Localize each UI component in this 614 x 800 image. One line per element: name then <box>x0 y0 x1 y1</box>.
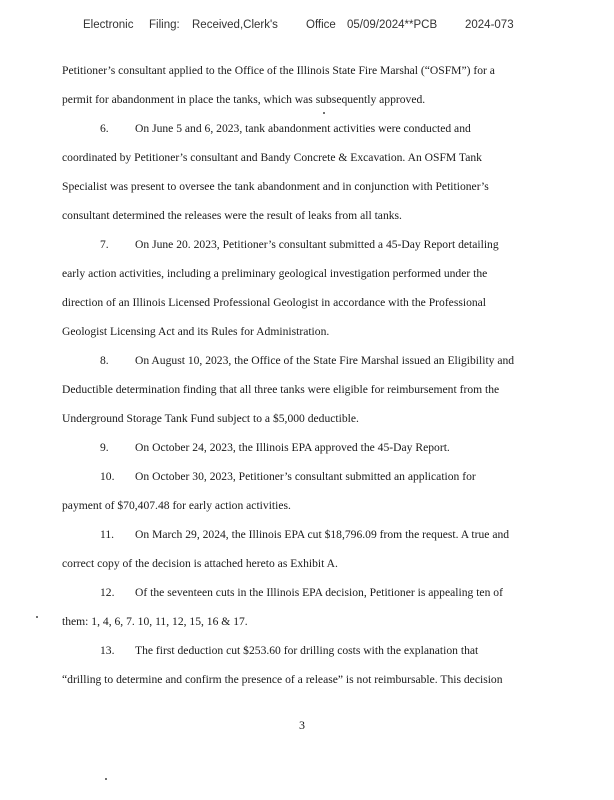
paragraph-number: 12. <box>100 586 115 599</box>
filing-stamp-header <box>0 19 614 39</box>
scan-speck <box>323 112 325 114</box>
text-line: Specialist was present to oversee the tank abandonment and in conjunction with Petitioner’s <box>62 180 489 193</box>
scan-speck <box>36 616 38 618</box>
text-line: Geologist Licensing Act and its Rules for Administration. <box>62 325 330 338</box>
paragraph-number: 9. <box>100 441 109 454</box>
text-line: On October 30, 2023, Petitioner’s consultant submitted an application for <box>135 470 476 483</box>
paragraph-number: 11. <box>100 528 115 541</box>
text-line: them: 1, 4, 6, 7. 10, 11, 12, 15, 16 & 17. <box>62 615 248 628</box>
text-line: permit for abandonment in place the tanks, which was subsequently approved. <box>62 93 426 106</box>
scan-speck <box>105 778 107 780</box>
paragraph-number: 7. <box>100 238 109 251</box>
text-line: payment of $70,407.48 for early action activities. <box>62 499 291 512</box>
text-line: Deductible determination finding that all three tanks were eligible for reimbursement from the <box>62 383 500 396</box>
text-line: On March 29, 2024, the Illinois EPA cut $18,796.09 from the request. A true and <box>135 528 510 541</box>
text-line: direction of an Illinois Licensed Professional Geologist in accordance with the Professional <box>62 296 487 309</box>
text-line: The first deduction cut $253.60 for drilling costs with the explanation that <box>135 644 479 657</box>
page-number: 3 <box>299 718 305 732</box>
stamp-received-clerks: Received,Clerk's <box>192 19 278 31</box>
paragraph-number: 6. <box>100 122 109 135</box>
text-line: On June 5 and 6, 2023, tank abandonment activities were conducted and <box>135 122 471 135</box>
text-line: consultant determined the releases were the result of leaks from all tanks. <box>62 209 402 222</box>
text-line: Underground Storage Tank Fund subject to a $5,000 deductible. <box>62 412 359 425</box>
stamp-case-number: 2024-073 <box>465 19 514 31</box>
text-line: On August 10, 2023, the Office of the State Fire Marshal issued an Eligibility and <box>135 354 515 367</box>
text-line: early action activities, including a preliminary geological investigation performed under the <box>62 267 488 280</box>
paragraph-number: 13. <box>100 644 115 657</box>
paragraph-number: 8. <box>100 354 109 367</box>
text-line: On June 20. 2023, Petitioner’s consultant submitted a 45-Day Report detailing <box>135 238 499 251</box>
stamp-date: 05/09/2024**PCB <box>347 19 438 31</box>
paragraph-number: 10. <box>100 470 115 483</box>
stamp-office: Office <box>306 19 336 31</box>
text-line: Petitioner’s consultant applied to the Office of the Illinois State Fire Marshal (“OSFM”) for a <box>62 64 495 77</box>
text-line: On October 24, 2023, the Illinois EPA approved the 45-Day Report. <box>135 441 450 454</box>
stamp-filing: Filing: <box>149 19 180 31</box>
text-line: Of the seventeen cuts in the Illinois EPA decision, Petitioner is appealing ten of <box>135 586 503 599</box>
text-line: coordinated by Petitioner’s consultant and Bandy Concrete & Excavation. An OSFM Tank <box>62 151 482 164</box>
stamp-electronic: Electronic <box>83 19 134 31</box>
text-line: “drilling to determine and confirm the presence of a release” is not reimbursable. This decision <box>62 673 503 686</box>
text-line: correct copy of the decision is attached hereto as Exhibit A. <box>62 557 338 570</box>
